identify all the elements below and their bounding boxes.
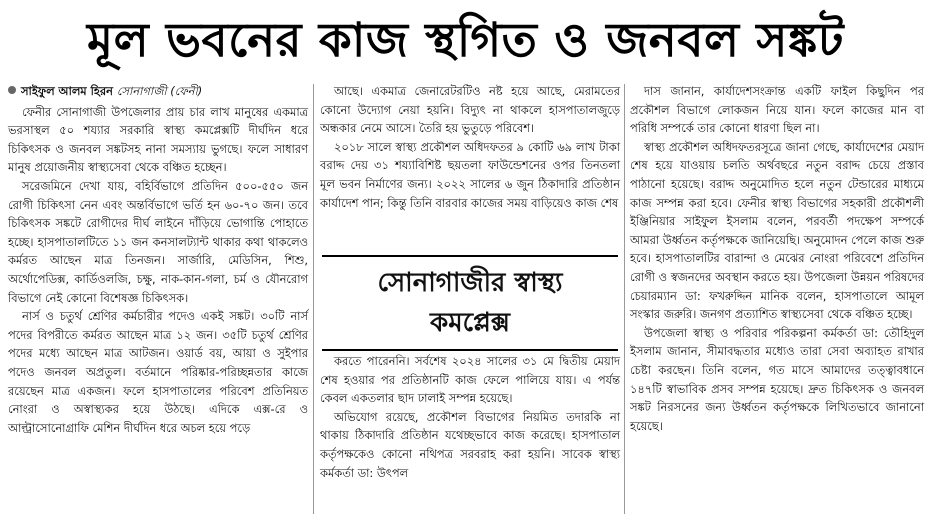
paragraph: উপজেলা স্বাস্থ্য ও পরিবার পরিকল্পনা কর্মকর্তা ডা: তৌহিদুল ইসলাম জানান, সীমাবদ্ধতার মধ্যেও তারা সেবা অব্যাহত রাখার চেষ্টা করছেন। তিনি বলেন, গত মাসে আমাদের তত্ত্বাবধানে ১৪৭টি স্বাভাবিক প্রসব সম্পন্ন হয়েছে। দ্রুত চিকিৎসক ও জনবল সঙ্কট নিরসনের জন্য উর্ধ্বতন কর্তৃপক্ষকে লিখিতভাবে জানানো হয়েছে। [630, 325, 924, 433]
paragraph: করতে পারেননি। সর্বশেষ ২০২৪ সালের ৩১ মে দ্বিতীয় মেয়াদ শেষ হওয়ার পর প্রতিষ্ঠানটি কাজ ফেলে পালিয়ে যায়। এ পর্যন্ত কেবল একতলার ছাদ ঢালাই সম্পন্ন হয়েছে। [320, 354, 620, 406]
paragraph: দাস জানান, কার্যাদেশসংক্রান্ত একটি ফাইল কিছুদিন পর প্রকৌশল বিভাগে লোকজন নিয়ে যান। ফলে কাজের মান বা পরিধি সম্পর্কে তার কোনো ধারণা ছিল না। [630, 84, 924, 136]
column-2-continued [320, 352, 620, 482]
pull-quote [322, 255, 618, 351]
paragraph: অভিযোগ রয়েছে, প্রকৌশল বিভাগের নিয়মিত তদারকি না থাকায় ঠিকাদারি প্রতিষ্ঠান যথেচ্ছভাবে কাজ করেছে। হাসপাতাল কর্তৃপক্ষকেও কোনো নথিপত্র সরবরাহ করা হয়নি। সাবেক স্বাস্থ্য কর্মকর্তা ডা: উৎপল [320, 409, 620, 480]
column-divider [624, 84, 625, 514]
byline-place: সোনাগাজী (ফেনী) [116, 84, 203, 98]
pull-quote-line-2: কমপ্লেক্স [430, 308, 510, 338]
paragraph: স্বাস্থ্য প্রকৌশল অধিদফতরসূত্রে জানা গেছে, কার্যাদেশের মেয়াদ শেষ হয়ে যাওয়ায় চলতি অর্থবছরে নতুন বরাদ্দ চেয়ে প্রস্তাব পাঠানো হয়েছে। বরাদ্দ অনুমোদিত হলে নতুন টেন্ডারের মাধ্যমে কাজ সম্পন্ন করা হবে। ফেনীর স্বাস্থ্য বিভাগের সহকারী প্রকৌশলী ইঞ্জিনিয়ার সাইফুল ইসলাম বলেন, পরবর্তী পদক্ষেপ সম্পর্কে আমরা উর্ধ্বতন কর্তৃপক্ষকে জানিয়েছি। অনুমোদন পেলে কাজ শুরু হবে। হাসপাতালটির বারান্দা ও মেঝের নোংরা পরিবেশে প্রতিদিন রোগী ও স্বজনদের অবস্থান করতে হয়। উপজেলা উন্নয়ন পরিষদের চেয়ারম্যান ডা: ফখরুদ্দিন মানিক বলেন, হাসপাতালে আমূল সংস্কার জরুরি। জনগণ প্রত্যাশিত স্বাস্থ্যসেবা থেকে বঞ্চিত হচ্ছে। [630, 139, 924, 322]
paragraph: নার্স ও চতুর্থ শ্রেণির কর্মচারীর পদেও একই সঙ্কট। ৩০টি নার্স পদের বিপরীতে কর্মরত আছেন মাত্র ১২ জন। ৩৫টি চতুর্থ শ্রেণির পদের মধ্যে আছেন মাত্র আটজন। ওয়ার্ড বয়, আয়া ও সুইপার পদেও জনবল অপ্রতুল। বর্তমানে পরিষ্কার-পরিচ্ছন্নতার কাজে রয়েছেন মাত্র একজন। ফলে হাসপাতালের পরিবেশ প্রতিনিয়ত নোংরা ও অস্বাস্থ্যকর হয়ে উঠছে। এদিকে এক্স-রে ও আল্ট্রাসোনোগ্রাফি মেশিন দীর্ঘদিন ধরে অচল হয়ে পড়ে [8, 309, 308, 435]
paragraph: ফেনীর সোনাগাজী উপজেলার প্রায় চার লাখ মানুষের একমাত্র ভরসাস্থল ৫০ শয্যার সরকারি স্বাস্থ্য কমপ্লেক্সটি দীর্ঘদিন ধরে চিকিৎসক ও জনবল সঙ্কটসহ নানা সমস্যায় ভুগছে। ফলে সাধারণ মানুষ প্রয়োজনীয় স্বাস্থ্যসেবা থেকে বঞ্চিত হচ্ছেন। [8, 104, 308, 175]
bullet-icon [8, 86, 16, 94]
paragraph: ২০১৮ সালে স্বাস্থ্য প্রকৌশল অধিদফতর ৯ কোটি ৬৯ লাখ টাকা বরাদ্দ দেয় ৩১ শয্যাবিশিষ্ট ছয়তলা ফাউন্ডেশনের ওপর তিনতলা মূল ভবন নির্মাণের জন্য। ২০২২ সালের ৬ জুন ঠিকাদারি প্রতিষ্ঠান কার্যাদেশ পান; কিন্তু তিনি বারবার কাজের সময় বাড়িয়েও কাজ শেষ [320, 139, 620, 210]
paragraph: আছে। একমাত্র জেনারেটরটিও নষ্ট হয়ে আছে, মেরামতের কোনো উদ্যোগ নেয়া হয়নি। বিদ্যুৎ না থাকলে হাসপাতালজুড়ে অন্ধকার নেমে আসে। তৈরি হয় ভুতুড়ে পরিবেশ। [320, 84, 620, 136]
headline: মূল ভবনের কাজ স্থগিত ও জনবল সঙ্কট [87, 13, 844, 68]
column-3 [630, 82, 924, 435]
paragraph: সরেজমিনে দেখা যায়, বহির্বিভাগে প্রতিদিন ৫০০-৫৫০ জন রোগী চিকিৎসা নেন এবং অন্তর্বিভাগে ভর্তি হন ৬০-৭০ জন। তবে চিকিৎসক সঙ্কটে রোগীদের দীর্ঘ লাইনে দাঁড়িয়ে ভোগান্তি পোহাতে হচ্ছে। হাসপাতালটিতে ১১ জন কনসালট্যান্ট থাকার কথা থাকলেও কর্মরত আছেন মাত্র তিনজন। সার্জারি, মেডিসিন, শিশু, অর্থোপেডিক্স, কার্ডিওলজি, চক্ষু, নাক-কান-গলা, চর্ম ও যৌনরোগ বিভাগে নেই কোনো বিশেষজ্ঞ চিকিৎসক। [8, 178, 308, 305]
column-1 [8, 82, 308, 437]
column-divider [313, 84, 314, 514]
pull-quote-line-1: সোনাগাজীর স্বাস্থ্য [377, 268, 563, 298]
byline [8, 82, 308, 101]
byline-author: সাইফুল আলম হিরন [21, 84, 113, 98]
